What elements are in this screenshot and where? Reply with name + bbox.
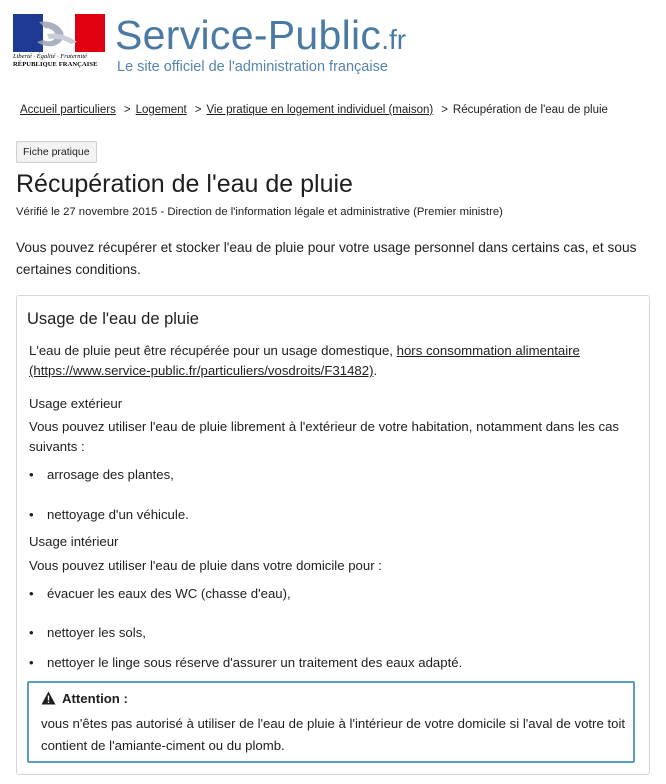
- brand-tld: .fr: [381, 24, 407, 55]
- republic-name: RÉPUBLIQUE FRANÇAISE: [13, 61, 98, 68]
- exterior-heading: Usage extérieur: [29, 396, 123, 411]
- list-item-text: nettoyer les sols,: [47, 625, 146, 640]
- breadcrumb-accueil[interactable]: Accueil particuliers: [20, 104, 116, 116]
- alert-title: Attention :: [62, 691, 128, 706]
- bullet-icon: •: [29, 507, 34, 522]
- republic-label: [13, 53, 108, 69]
- link-url[interactable]: (https://www.service-public.fr/particuliers/vosdroits/F31482): [29, 363, 374, 378]
- list-item-text: nettoyer le linge sous réserve d'assurer un traitement des eaux adapté.: [47, 655, 463, 670]
- bullet-icon: •: [29, 655, 34, 670]
- republic-motto: Liberté · Égalité · Fraternité: [13, 53, 88, 60]
- list-item: [29, 653, 462, 673]
- page-title: Récupération de l'eau de pluie: [16, 170, 353, 198]
- fiche-pratique-tag: Fiche pratique: [16, 141, 97, 163]
- list-item-text: nettoyage d'un véhicule.: [47, 507, 189, 522]
- list-item: [29, 623, 146, 643]
- section-title: Usage de l'eau de pluie: [27, 310, 199, 328]
- interior-heading: Usage intérieur: [29, 534, 119, 549]
- intro-text: Vous pouvez récupérer et stocker l'eau de pluie pour votre usage personnel dans certains cas, et sous certaines conditions.: [16, 240, 637, 277]
- site-tagline: Le site officiel de l'administration française: [117, 59, 388, 75]
- breadcrumb-current: Récupération de l'eau de pluie: [452, 104, 608, 116]
- breadcrumb-separator: >: [441, 104, 448, 116]
- list-item: [29, 505, 189, 525]
- interior-paragraph: Vous pouvez utiliser l'eau de pluie dans votre domicile pour :: [29, 558, 382, 573]
- site-brand[interactable]: [115, 12, 406, 59]
- verification-date: Vérifié le 27 novembre 2015 - Direction de l'information légale et administrative (Premier ministre): [16, 206, 503, 218]
- alert-text: vous n'êtes pas autorisé à utiliser de l'eau de pluie à l'intérieur de votre domicile si l'aval de votre toit contient de l'amiante-ciment ou du plomb.: [41, 716, 626, 753]
- usage-paragraph-text: L'eau de pluie peut être récupérée pour un usage domestique,: [29, 343, 397, 358]
- site-header: [0, 0, 666, 90]
- bullet-icon: •: [29, 625, 34, 640]
- breadcrumb-vie-pratique[interactable]: Vie pratique en logement individuel (maison): [206, 104, 434, 116]
- list-item: [29, 584, 291, 604]
- breadcrumb: [20, 104, 608, 116]
- brand-name: Service-Public: [115, 12, 382, 58]
- bullet-icon: •: [29, 586, 34, 601]
- list-item-text: arrosage des plantes,: [47, 467, 174, 482]
- attention-alert: [27, 681, 635, 763]
- list-item-text: évacuer les eaux des WC (chasse d'eau),: [47, 586, 291, 601]
- usage-section: [16, 295, 650, 775]
- marianne-flag-logo[interactable]: [13, 14, 105, 52]
- breadcrumb-separator: >: [194, 104, 202, 116]
- warning-icon: [41, 691, 56, 705]
- list-item: [29, 465, 174, 485]
- bullet-icon: •: [29, 467, 34, 482]
- usage-paragraph-end: .: [373, 363, 378, 378]
- breadcrumb-separator: >: [123, 104, 131, 116]
- exterior-paragraph: Vous pouvez utiliser l'eau de pluie librement à l'extérieur de votre habitation, notamment dans les cas suivants :: [29, 419, 620, 454]
- usage-paragraph: [29, 341, 639, 381]
- alert-heading: [41, 691, 128, 706]
- link-consommation-alimentaire[interactable]: hors consommation alimentaire: [396, 343, 580, 358]
- breadcrumb-logement[interactable]: Logement: [135, 104, 187, 116]
